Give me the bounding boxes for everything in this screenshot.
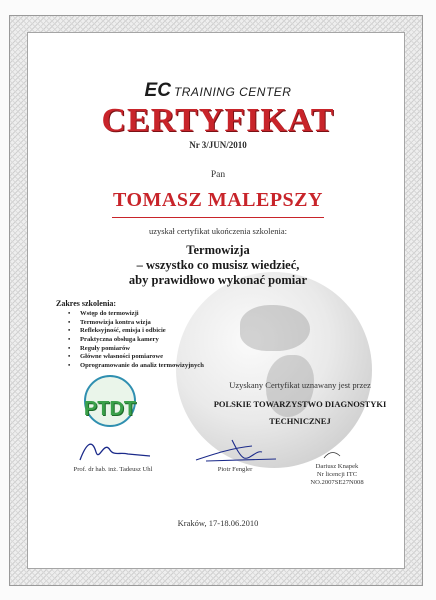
list-item: • Wstęp do termowizji xyxy=(68,310,139,317)
organization-name xyxy=(190,396,410,430)
training-center-logo xyxy=(0,80,436,102)
signatory-right-license: Nr licencji ITC xyxy=(316,471,358,478)
list-item: • Refleksyjność, emisja i odbicie xyxy=(68,327,166,335)
signatory-middle: Piotr Fengler xyxy=(217,466,253,473)
course-line-3: aby prawidłowo wykonać pomiar xyxy=(128,273,308,287)
course-line-1: Termowizja xyxy=(186,243,250,257)
signature-right xyxy=(324,453,340,459)
name-underline xyxy=(112,217,324,218)
signature-left xyxy=(80,444,150,460)
list-item: • Reguły pomiarów xyxy=(68,344,131,352)
organization-line-2: TECHNICZNEJ xyxy=(269,416,331,426)
scope-list xyxy=(68,310,204,371)
organization-line-1: POLSKIE TOWARZYSTWO DIAGNOSTYKI xyxy=(213,399,387,409)
list-item: • Termowizja kontra wizja xyxy=(68,318,151,326)
list-item: • Główne własności pomiarowe xyxy=(68,353,164,361)
recipient-name: TOMASZ MALEPSZY xyxy=(113,189,323,211)
list-item: • Praktyczna obsługa kamery xyxy=(68,336,159,344)
signatory-right xyxy=(282,463,392,487)
signatory-right-name: Dariusz Knapek xyxy=(315,463,359,470)
scope-heading: Zakres szkolenia: xyxy=(56,299,117,308)
course-title xyxy=(0,243,436,288)
certificate-number: Nr 3/JUN/2010 xyxy=(189,140,247,150)
received-text: uzyskał certyfikat ukończenia szkolenia: xyxy=(148,226,288,236)
certificate-title: CERTYFIKAT xyxy=(101,102,335,139)
globe-continent xyxy=(240,305,310,351)
signature-middle xyxy=(196,440,276,461)
acknowledgement-text: Uzyskany Certyfikat uznawany jest przez xyxy=(229,380,371,390)
signatory-right-number: NO.2007SE27N008 xyxy=(310,479,364,486)
course-line-2: – wszystko co musisz wiedzieć, xyxy=(136,258,300,272)
salutation: Pan xyxy=(210,170,226,180)
ptdt-logo-text: PTDT xyxy=(83,398,137,420)
list-item: • Oprogramowanie do analiz termowizyjnych xyxy=(68,362,204,370)
place-and-date: Kraków, 17-18.06.2010 xyxy=(177,518,259,528)
logo-text: TRAINING CENTER xyxy=(173,85,292,99)
signatory-left: Prof. dr hab. inż. Tadeusz Uhl xyxy=(73,466,153,473)
logo-mark: EC xyxy=(144,80,171,101)
